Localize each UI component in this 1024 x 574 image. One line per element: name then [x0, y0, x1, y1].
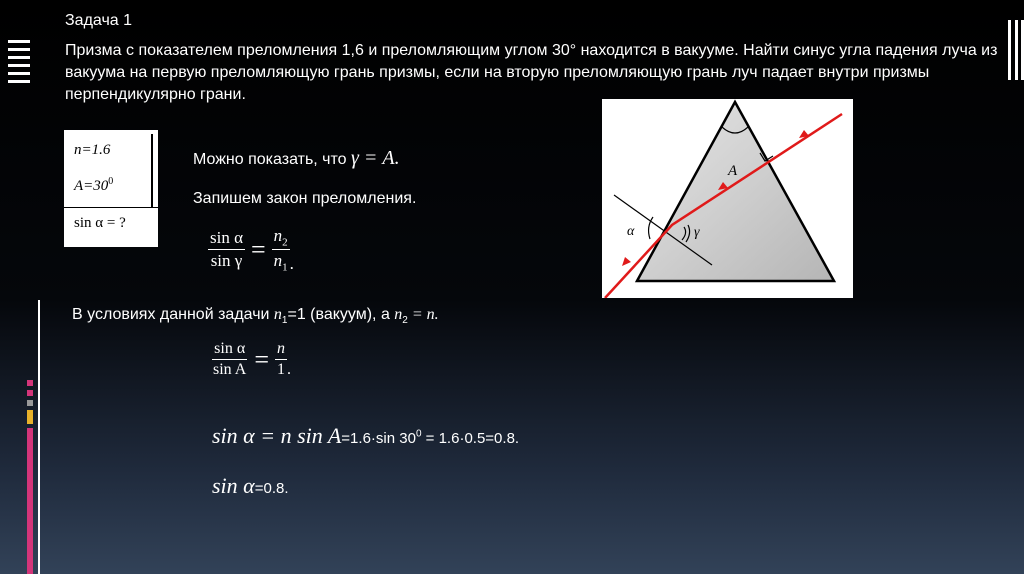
- formula4: [212, 473, 289, 499]
- decor-bar-white: [8, 48, 30, 51]
- formula3-rest1: =1.6·sin 30: [341, 430, 416, 447]
- formula4-rest: =0.8.: [254, 480, 289, 497]
- given-n-text: n=1.6: [74, 142, 111, 158]
- step3-prefix: В условиях данной задачи: [72, 306, 274, 323]
- decor-bar-white: [8, 80, 30, 83]
- decor-bar-white: [8, 40, 30, 43]
- formula4-lhs: sin α: [212, 473, 255, 498]
- step3-n1: n: [273, 306, 282, 323]
- snell-rhs-den-sub: 1: [282, 261, 288, 274]
- given-divider-vertical: [151, 134, 153, 207]
- label-alpha: α: [627, 224, 635, 239]
- snell-lhs-fraction: [208, 228, 245, 271]
- formula3: [212, 423, 519, 449]
- snell-rhs-den: [272, 250, 290, 273]
- decor-bar-pink: [27, 390, 33, 396]
- right-decor-line: [1015, 20, 1018, 80]
- snell-rhs-fraction: [272, 226, 290, 274]
- snell-formula: [208, 226, 294, 274]
- slide-title: Задача 1: [65, 12, 133, 29]
- snell-rhs-num-n: n: [273, 226, 283, 245]
- label-A: A: [728, 163, 738, 179]
- step3-n2: n: [394, 306, 403, 323]
- left-decoration: [0, 0, 46, 574]
- problem-text: Призма с показателем преломления 1,6 и преломляющим углом 30° находится в вакууме. Найти синус угла падения луча из вакуума на первую преломляющую грань призмы, если на вторую преломляющую грань луч падает внутри призмы перпендикулярно грани.: [65, 42, 998, 103]
- given-n: [74, 142, 110, 159]
- snell-rhs-num-sub: 2: [282, 236, 288, 249]
- decor-bar-white: [8, 56, 30, 59]
- step1-formula: γ = A.: [351, 147, 400, 169]
- decor-bar-yellow: [27, 410, 33, 424]
- snell-lhs-den: sin γ: [210, 251, 243, 271]
- snell-lhs-num: sin α: [208, 228, 245, 250]
- decor-bar-white: [8, 72, 30, 75]
- decor-bar-pink: [27, 380, 33, 386]
- given-A-sup: 0: [108, 176, 114, 187]
- snell-rhs-den-n: n: [273, 251, 283, 271]
- step1-text: Можно показать, что: [193, 151, 352, 168]
- given-A: [74, 176, 113, 195]
- formula2-lhs-num: sin α: [212, 340, 247, 360]
- formula2-rhs-fraction: [275, 340, 287, 379]
- snell-rhs-num: [272, 226, 290, 250]
- step3-mid: =1 (вакуум), а: [287, 306, 395, 323]
- given-A-text: A=30: [74, 178, 109, 194]
- snell-tail: .: [289, 253, 294, 273]
- step3-n1-sub: 1: [281, 315, 288, 327]
- prism-diagram: [602, 99, 853, 298]
- prism-triangle: [637, 102, 834, 281]
- given-find: sin α = ?: [74, 215, 126, 231]
- decor-bar-gray: [27, 400, 33, 406]
- decor-bar-pink: [27, 428, 33, 574]
- right-decor-line: [1008, 20, 1011, 80]
- label-gamma: γ: [694, 225, 700, 240]
- formula2-lhs-den: sin A: [213, 361, 247, 378]
- decor-bar-white: [38, 300, 40, 574]
- prism-svg: [602, 99, 853, 298]
- formula2-rhs-den: 1: [277, 361, 286, 378]
- ray-arrow-1: [622, 257, 631, 266]
- step3-end: = n.: [407, 306, 439, 323]
- formula2-tail: .: [287, 361, 292, 378]
- given-divider-horizontal: [64, 207, 158, 208]
- formula2-eq: =: [254, 344, 270, 374]
- formula3-rest2: = 1.6·0.5=0.8.: [421, 430, 520, 447]
- decor-bar-white: [8, 64, 30, 67]
- step2: Запишем закон преломления.: [193, 190, 417, 207]
- given-box: [64, 130, 158, 247]
- formula2-rhs-num: n: [275, 340, 287, 360]
- formula2-lhs-fraction: [211, 340, 248, 379]
- snell-eq: =: [251, 234, 266, 264]
- formula2: [211, 340, 291, 379]
- formula3-lhs: sin α = n sin A: [212, 423, 342, 448]
- step1: [193, 147, 400, 170]
- step3: [72, 306, 439, 326]
- step3-n2-sub: 2: [402, 315, 408, 327]
- formula3-sup: 0: [415, 428, 422, 440]
